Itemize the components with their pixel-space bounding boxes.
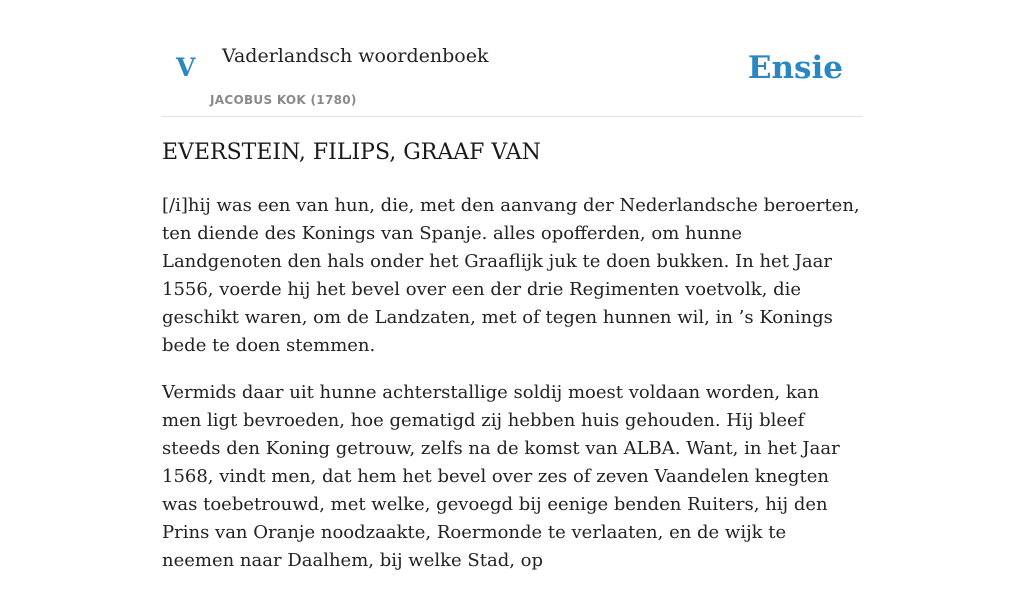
book-letter-badge[interactable]: V	[176, 53, 196, 82]
book-title-link[interactable]: Vaderlandsch woordenboek	[222, 45, 489, 67]
book-header	[162, 0, 862, 117]
ensie-logo-link[interactable]: Ensie	[747, 50, 843, 86]
entry-paragraph-2: Vermids daar uit hunne achterstallige soldij moest voldaan worden, kan men ligt bevroeden, hoe gematigd zij hebben huis gehouden. Hij bleef steeds den Koning getrouw, zelfs na de komst van ALBA. Want, in het Jaar 1568, vindt men, dat hem het bevel over zes of zeven Vaandelen knegten was toebetrouwd, met welke, gevoegd bij eenige benden Ruiters, hij den Prins van Oranje noodzaakte, Roermonde te verlaaten, en de wijk te neemen naar Daalhem, bij welke Stad, op	[162, 382, 840, 571]
entry-paragraph-1: [/i]hij was een van hun, die, met den aanvang der Nederlandsche beroerten, ten diende des Konings van Spanje. alles opofferden, om hunne Landgenoten den hals onder het Graaflijk juk te doen bukken. In het Jaar 1556, voerde hij het bevel over een der drie Regimenten voetvolk, die geschikt waren, om de Landzaten, met of tegen hunnen wil, in ’s Konings bede te doen stemmen.	[162, 195, 860, 356]
entry-title: EVERSTEIN, FILIPS, GRAAF VAN	[162, 140, 541, 165]
book-author: JACOBUS KOK (1780)	[210, 93, 357, 107]
entry-body	[162, 192, 862, 594]
